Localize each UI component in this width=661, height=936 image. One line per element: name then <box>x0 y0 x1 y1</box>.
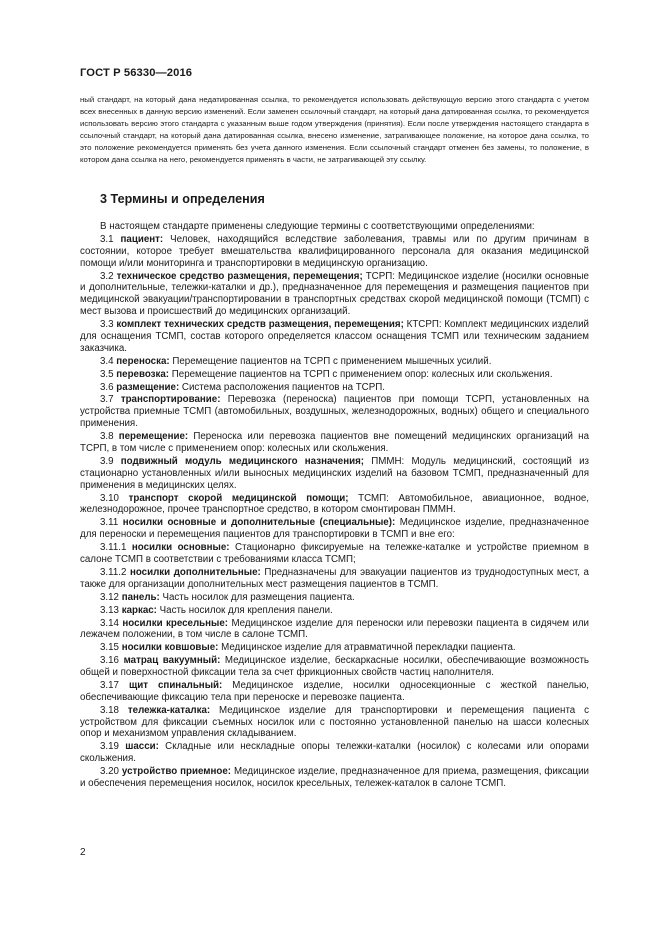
term-number: 3.20 <box>100 766 119 778</box>
term-definition: ПММН: Модуль медицинский, состоящий из стационарно установленных и/или выносных медицинских изделий на базовом ТСМП, предназначенный для применения в медицинских целях. <box>80 455 589 491</box>
term-name: носилки основные и дополнительные (специальные): <box>122 517 396 529</box>
term-entry <box>80 705 589 741</box>
term-entry <box>80 655 589 679</box>
term-definition: Перемещение пациентов на ТСРП с применением мышечных усилий. <box>169 355 492 367</box>
terms-lead: В настоящем стандарте применены следующие термины с соответствующими определениями: <box>100 221 535 232</box>
term-number: 3.9 <box>100 455 114 467</box>
page-number: 2 <box>80 847 86 858</box>
term-number: 3.5 <box>100 368 114 380</box>
term-number: 3.16 <box>100 655 119 667</box>
term-name: пациент: <box>120 233 164 245</box>
term-entry <box>80 431 589 455</box>
term-number: 3.18 <box>100 704 119 716</box>
term-number: 3.7 <box>100 394 114 406</box>
term-number: 3.17 <box>100 680 119 691</box>
section-title: 3 Термины и определения <box>100 192 265 206</box>
term-number: 3.1 <box>100 233 114 245</box>
term-number: 3.2 <box>100 270 114 282</box>
term-name: транспорт скорой медицинской помощи; <box>128 492 349 504</box>
term-name: подвижный модуль медицинского назначения; <box>120 455 365 467</box>
intro-text: ный стандарт, на который дана недатированная ссылка, то рекомендуется использовать действующую версию этого стандарта с учетом всех внесенных в данную версию изменений. Если заменен ссылочный стандарт, на который дана датированная ссылка, то рекомендуется использовать версию этого стандарта с указанным выше годом утверждения (принятия). Если после утверждения настоящего стандарта в ссылочный стандарт, на который дана датированная ссылка, внесено изменение, затрагивающее положение, на которое дана ссылка, то это положение рекомендуется применять без учета данного изменения. Если ссылочный стандарт отменен без замены, то положение, в котором дана ссылка на него, рекомендуется применять в части, не затрагивающей эту ссылку. <box>80 95 589 164</box>
term-name: носилки дополнительные: <box>129 566 261 578</box>
term-definition: ТСМП: Автомобильное, авиационное, водное, железнодорожное, прочее транспортное средство, в котором смонтирован ПММН. <box>80 492 589 516</box>
term-definition: Стационарно фиксируемые на тележке-каталке и устройстве приемном в салоне ТСМП в соответствии с требованиями класса ТСМП; <box>80 542 589 565</box>
term-entry <box>80 741 589 765</box>
term-name: носилки ковшовые: <box>121 642 219 654</box>
term-definition: Человек, находящийся вследствие заболевания, травмы или по другим причинам в состоянии, которое требует вмешательства квалифицированного персонала для оказания медицинской помощи и/или мониторинга и транспортировки в медицинскую организацию. <box>80 233 590 269</box>
term-name: переноска: <box>116 355 170 367</box>
term-entry <box>80 642 589 654</box>
term-definition: Складные или нескладные опоры тележки-каталки (носилок) с колесами или опорами скольжения. <box>80 741 589 765</box>
term-definition: ТСРП: Медицинское изделие (носилки основные и дополнительные, тележки-каталки и др.), предназначенное для перемещения и размещения пациентов при медицинской эвакуации/транспортировании в транспортных средствах скорой медицинской помощи (ТСМП) с мест вызова и происшествий до медицинских организаций. <box>80 270 589 318</box>
term-definition: Переноска или перевозка пациентов вне помещений медицинских организаций на ТСРП, в том числе с применением опор: колесных или скольжения. <box>80 431 589 454</box>
term-number: 3.11.2 <box>100 566 127 578</box>
term-entry <box>80 605 589 617</box>
term-entry <box>80 271 589 318</box>
term-number: 3.12 <box>100 591 119 603</box>
term-name: транспортирование: <box>120 394 221 406</box>
terms-content <box>80 221 589 791</box>
term-definition: Перевозка (переноска) пациентов при помощи ТСРП, установленных на устройства приемные ТСМП (автомобильных, воздушных, железнодорожных, водных) общего и специального применения. <box>80 394 589 430</box>
term-entry <box>80 680 589 704</box>
term-name: щит спинальный: <box>129 680 223 691</box>
term-entry <box>80 456 589 492</box>
term-name: перевозка: <box>116 368 170 380</box>
term-number: 3.6 <box>100 381 114 393</box>
term-definition: КТСРП: Комплект медицинских изделий для оснащения ТСМП, состав которого определяется классом оснащения ТСМП или техническим заданием заказчика. <box>80 319 590 354</box>
term-entry <box>80 319 589 355</box>
term-number: 3.3 <box>100 319 114 331</box>
term-definition: Медицинское изделие для атравматичной перекладки пациента. <box>218 642 516 654</box>
term-definition: Медицинское изделие, носилки односекционные с жесткой панелью, обеспечивающие фиксацию тела при переноске и перевозке пациента. <box>80 680 589 703</box>
term-number: 3.19 <box>100 741 119 753</box>
term-entry <box>80 234 589 270</box>
term-definition: Медицинское изделие, бескаркасные носилки, обеспечивающие возможность общей и поверхностной фиксации тела за счет фрикционных свойств частиц наполнителя. <box>80 655 589 679</box>
term-entry <box>80 356 589 368</box>
term-number: 3.11.1 <box>100 542 127 554</box>
term-entry <box>80 567 589 591</box>
term-definition: Медицинское изделие, предназначенное для переноски и перемещения пациентов для транспортировки в ТСМП и вне его: <box>80 517 589 541</box>
term-number: 3.11 <box>100 517 119 529</box>
term-number: 3.14 <box>100 617 119 629</box>
term-entry <box>80 766 589 790</box>
term-definition: Перемещение пациентов на ТСРП с применением опор: колесных или скольжения. <box>169 368 553 380</box>
term-definition: Медицинское изделие для транспортировки и перемещения пациента с устройством для фиксации съемных носилок или с постоянно установленной панелью на шасси колесных опор и механизмом управления складыванием. <box>80 704 589 740</box>
term-definition: Медицинское изделие для переноски или перевозки пациента в сидячем или лежачем положении, в том числе в салоне ТСМП. <box>80 617 589 641</box>
terms-list <box>80 234 589 790</box>
term-entry <box>80 517 589 541</box>
page-header-standard: ГОСТ Р 56330—2016 <box>80 67 193 79</box>
term-name: устройство приемное: <box>121 766 232 778</box>
term-number: 3.4 <box>100 355 114 367</box>
term-number: 3.13 <box>100 604 119 616</box>
term-name: шасси: <box>125 741 159 753</box>
term-definition: Медицинское изделие, предназначенное для приема, размещения, фиксации и обеспечения перемещения носилок, носилок кресельных, тележек-каталок в салоне ТСМП. <box>80 766 589 790</box>
term-name: техническое средство размещения, перемещения; <box>116 270 363 282</box>
term-name: матрац вакуумный: <box>123 655 221 667</box>
term-name: размещение: <box>116 381 180 393</box>
term-name: носилки основные: <box>131 542 230 554</box>
term-entry <box>80 394 589 430</box>
term-number: 3.15 <box>100 642 119 654</box>
term-entry <box>80 542 589 566</box>
term-entry <box>80 618 589 642</box>
term-definition: Часть носилок для размещения пациента. <box>159 591 355 603</box>
term-name: комплект технических средств размещения, перемещения; <box>116 319 404 331</box>
term-name: каркас: <box>121 604 157 616</box>
term-definition: Предназначены для эвакуации пациентов из труднодоступных мест, а также для организации дополнительных мест размещения пациентов в ТСМП. <box>80 566 589 590</box>
term-definition: Часть носилок для крепления панели. <box>156 604 333 616</box>
term-definition: Система расположения пациентов на ТСРП. <box>179 381 385 393</box>
term-number: 3.10 <box>100 492 119 504</box>
term-entry <box>80 493 589 517</box>
term-entry <box>80 382 589 394</box>
term-number: 3.8 <box>100 431 114 443</box>
term-entry <box>80 369 589 381</box>
term-name: носилки кресельные: <box>122 617 229 629</box>
term-name: панель: <box>121 591 160 603</box>
term-entry <box>80 592 589 604</box>
term-name: перемещение: <box>118 431 189 443</box>
intro-paragraph <box>80 94 589 165</box>
term-name: тележка-каталка: <box>127 704 211 716</box>
